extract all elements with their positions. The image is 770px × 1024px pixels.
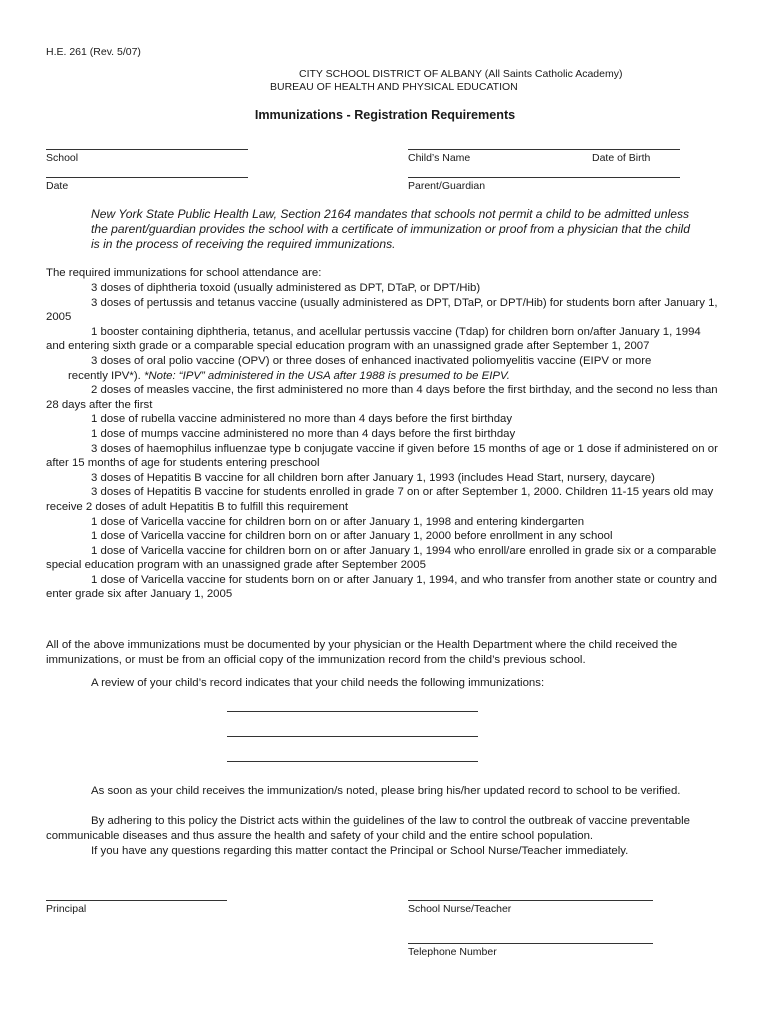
date-label: Date: [46, 180, 69, 192]
district-name: CITY SCHOOL DISTRICT OF ALBANY (All Saints Catholic Academy): [299, 68, 623, 80]
telephone-label: Telephone Number: [408, 946, 497, 958]
list-item: 3 doses of diphtheria toxoid (usually administered as DPT, DTaP, or DPT/Hib): [91, 282, 481, 294]
requirements-list: [46, 281, 718, 602]
parent-guardian-label: Parent/Guardian: [408, 180, 486, 192]
principal-label: Principal: [46, 903, 87, 915]
telephone-line[interactable]: [408, 943, 653, 944]
principal-signature-line[interactable]: [46, 900, 227, 901]
immunization-needed-line-3[interactable]: [227, 761, 478, 762]
list-item: 3 doses of pertussis and tetanus vaccine (usually administered as DPT, DTaP, or DPT/Hib) for students born after January 1, 2005: [46, 296, 718, 324]
nurse-label: School Nurse/Teacher: [408, 903, 512, 915]
list-item: 3 doses of Hepatitis B vaccine for students enrolled in grade 7 on or after September 1, 2000. Children 11-15 years old may receive 2 doses of adult Hepatitis B to fulfill this requirement: [46, 486, 714, 513]
list-item: 1 dose of Varicella vaccine for children born on or after January 1, 2000 before enrollment in any school: [91, 530, 613, 543]
documentation-paragraph: All of the above immunizations must be documented by your physician or the Health Department where the child received the immunizations, or must be from an official copy of the immunization record from the child’s previous school.: [46, 639, 678, 666]
list-item: 3 doses of oral polio vaccine (OPV) or three doses of enhanced inactivated poliomyelitis vaccine (EIPV or more: [91, 354, 652, 367]
child-name-dob-blank[interactable]: [408, 149, 680, 150]
closing-paragraph-1: As soon as your child receives the immunization/s noted, please bring his/her updated record to school to be verified.: [91, 785, 681, 797]
closing-paragraph-2: By adhering to this policy the District acts within the guidelines of the law to control the outbreak of vaccine preventable communicable diseases and thus assure the health and safety of your child and the entire school population.: [46, 815, 690, 842]
law-notice: New York State Public Health Law, Section 2164 mandates that schools not permit a child to be admitted unless the parent/guardian provides the school with a certificate of immunization or proof from a physician that the child is in the process of receiving the required immunizations.: [91, 207, 690, 251]
list-item-continuation: recently IPV*). *Note: “IPV” administered in the USA after 1988 is presumed to be EIPV.: [68, 369, 510, 382]
list-item: 1 booster containing diphtheria, tetanus, and acellular pertussis vaccine (Tdap) for children born on/after January 1, 1994 and entering sixth grade or a comparable special education program with an unassigned grade after September 1, 2007: [46, 325, 701, 353]
ipv-note: *Note: “IPV” administered in the USA after 1988 is presumed to be EIPV.: [143, 369, 510, 382]
dob-label: Date of Birth: [592, 152, 651, 164]
list-item: 3 doses of haemophilus influenzae type b conjugate vaccine if given before 15 months of age or 1 dose if administered on or after 15 months of age for students entering preschool: [46, 442, 718, 470]
school-blank[interactable]: [46, 149, 248, 150]
bureau-name: BUREAU OF HEALTH AND PHYSICAL EDUCATION: [270, 81, 518, 93]
list-item: 1 dose of mumps vaccine administered no more than 4 days before the first birthday: [91, 427, 516, 440]
requirements-intro: The required immunizations for school attendance are:: [46, 267, 322, 279]
immunization-needed-line-1[interactable]: [227, 711, 478, 712]
list-item: 1 dose of rubella vaccine administered no more than 4 days before the first birthday: [91, 413, 513, 426]
parent-guardian-blank[interactable]: [408, 177, 680, 178]
list-item: 1 dose of Varicella vaccine for students born on or after January 1, 1994, and who transfer from another state or country and enter grade six after January 1, 2005: [46, 573, 717, 601]
list-item: 1 dose of Varicella vaccine for children born on or after January 1, 1998 and entering kindergarten: [91, 515, 585, 528]
school-label: School: [46, 152, 79, 164]
review-statement: A review of your child’s record indicates that your child needs the following immunizations:: [91, 677, 545, 689]
form-id: H.E. 261 (Rev. 5/07): [46, 46, 141, 58]
list-item: 1 dose of Varicella vaccine for children born on or after January 1, 1994 who enroll/are enrolled in grade six or a comparable special education program with an unassigned grade after September 2005: [46, 544, 717, 572]
closing-paragraph-3: If you have any questions regarding this matter contact the Principal or School Nurse/Teacher immediately.: [91, 845, 629, 857]
date-blank[interactable]: [46, 177, 248, 178]
child-name-label: Child’s Name: [408, 152, 471, 164]
list-item: 3 doses of Hepatitis B vaccine for all children born after January 1, 1993 (includes Head Start, nursery, daycare): [91, 471, 655, 484]
nurse-signature-line[interactable]: [408, 900, 653, 901]
page-title: Immunizations - Registration Requirements: [254, 108, 516, 122]
immunization-needed-line-2[interactable]: [227, 736, 478, 737]
list-item: 2 doses of measles vaccine, the first administered no more than 4 days before the first birthday, and the second no less than 28 days after the first: [46, 384, 718, 411]
